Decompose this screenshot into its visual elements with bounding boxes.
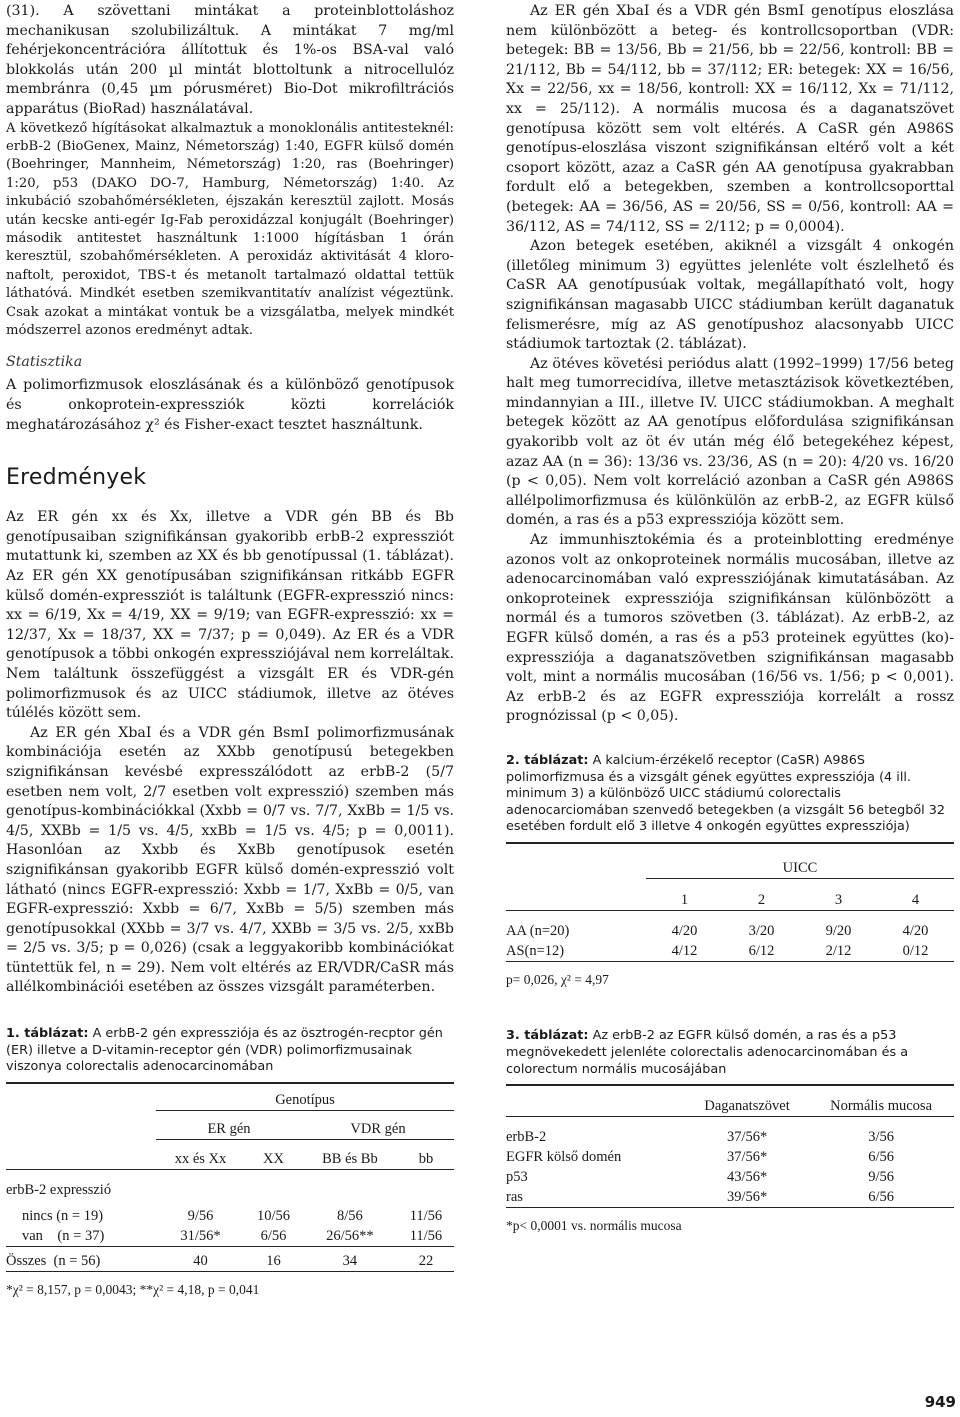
table-3-number: 3. táblázat: (506, 1028, 589, 1044)
table-1-cell: 31/56* (180, 1228, 221, 1245)
table-1-cell: 22 (418, 1253, 434, 1270)
table-2-cell: 3/20 (748, 923, 775, 940)
table-1-col-header: bb (418, 1151, 434, 1168)
table-1-cell: 6/56 (260, 1228, 287, 1245)
methods-antibodies-paragraph: A következő hígításokat alkalmaztuk a monoklonális antitesteknél: erbB-2 (BioGenex, Mainz, Németország) 1:40, EGFR külső domén (Boehringer, Mannheim, Németország) 1:20, ras (Boehringer) 1:20, p53 (DAKO DO-7, Hamburg, Németország) 1:40. Az inkubáció szobahőmérsékleten, éjszakán keresztül zajlott. Mosás után kecske anti-egér Ig-Fab peroxidázzal konjugált (Boehringer) második antitestet használtunk 1:1000 hígításban 1 órán keresztül, szobahőmérsékleten. A peroxidáz aktivitását 4 kloro-naftolt, peroxidot, TBS-t és metanolt tartalmazó oldattal tettük láthatóvá. Mindkét esetben szemikvantitatív analízist végeztünk. Csak azokat a mintákat vontuk be a vizsgálatba, melyek mindkét módszerrel azonos eredményt adtak. (6, 120, 454, 339)
table-3-col-header: Daganatszövet (704, 1098, 790, 1115)
table-1-col-header: BB és Bb (322, 1151, 378, 1168)
table-row (6, 1206, 454, 1226)
methods-paragraph: (31). A szövettani mintákat a proteinblottoláshoz mechanikusan szolubilizáltuk. A mintákat 7 mg/ml fehérjekoncentrációra állítottuk és 1%-os BSA-val való blokkolás után 200 µl mintát blottoltunk a nitrocellulóz membránra (0,45 µm pórusméret) Bio-Dot mikrofiltrációs apparátus (BioRad) használatával. (6, 3, 454, 117)
table-2-cell: 4/20 (671, 923, 698, 940)
table-row (6, 1251, 454, 1272)
page-number: 949 (924, 1393, 956, 1411)
table-2-col-header: 1 (680, 892, 689, 909)
table-1-cell: 40 (193, 1253, 208, 1270)
table-row (506, 1147, 954, 1167)
table-1-cell: 34 (342, 1253, 358, 1270)
table-1 (6, 1026, 454, 1298)
table-2-uicc-header: UICC (782, 859, 818, 876)
table-1-row-label: nincs (n = 19) (22, 1208, 104, 1225)
table-2-col-header: 3 (834, 892, 843, 909)
table-row (506, 941, 954, 962)
table-row (506, 921, 954, 941)
table-3-cell: 6/56 (868, 1189, 894, 1206)
table-1-grid (6, 1082, 454, 1277)
table-2-cell: 4/20 (902, 923, 929, 940)
results-paragraph-2: Az ER gén XbaI és a VDR gén BsmI polimorfizmusának kombinációja esetén az XXbb genotípusú betegekben szignifikánsan kevésbé expresszálódott az erbB-2 (5/7 esetben nem volt, 2/7 esetben volt expresszió) szemben más genotípus-kombinációkkal (Xxbb = 0/7 vs. 7/7, XxBb = 1/5 vs. 4/5, XXBb = 1/5 vs. 4/5, xxBb = 1/5 vs. 4/5; p = 0,0011). Hasonlóan az Xxbb és XxBb genotípusok esetén szignifikánsan gyakoribb EGFR külső domén-expresszió volt látható (nincs EGFR-expresszió: Xxbb = 1/7, XxBb = 0/5, van EGFR-expresszió: Xxbb = 6/7, XxBb = 5/5) szemben más genotípusokkal (XXbb = 3/7 vs. 4/7, XXBb = 3/5 vs. 2/5, xxBb = 2/5 vs. 3/5; p = 0,026) (csak a leggyakoribb kombinációkat tüntettük fel, n = 29). Nem volt eltérés az ER/VDR/CaSR más allélkombinációi esetében az összes vizsgált paraméterben. (6, 724, 454, 996)
table-row (6, 1226, 454, 1247)
table-2-row-label: AS(n=12) (506, 943, 565, 960)
results-paragraph-3: Az ER gén XbaI és a VDR gén BsmI genotípus eloszlása nem különbözött a beteg- és kontrollcsoportban (VDR: betegek: BB = 13/56, Bb = 21/56, bb = 22/56, kontroll: BB = 21/112, Bb = 54/112, bb = 37/112; ER: betegek: XX = 16/56, Xx = 22/56, xx = 18/56, kontroll: XX = 16/112, Xx = 71/112, xx = 25/112). A normális mucosa és a daganatszövet genotípusa között sem volt eltérés. A CaSR gén A986S genotípus-eloszlása viszont szignifikánsan eltérő volt a két csoport között, azaz a CaSR gén AA genotípusa gyakrabban fordult elő a betegekben, szemben a kontrollcsoporttal (betegek: AA = 36/56, AS = 20/56, SS = 0/56, kontroll: AA = 36/112, AS = 74/112, SS = 2/112; p = 0,0004). (506, 3, 954, 235)
table-3-col-header: Normális mucosa (830, 1098, 933, 1115)
table-1-footnote: *χ² = 8,157, p = 0,0043; **χ² = 4,18, p = 0,041 (6, 1282, 260, 1298)
table-2-row-label: AA (n=20) (506, 923, 570, 940)
table-3-cell: 39/56* (726, 1189, 768, 1206)
table-2-caption-text: A kalcium-érzékelő receptor (CaSR) A986S polimorfizmusa és a vizsgált gének együttes expressziója (4 ill. minimum 3) a különböző UICC stádiumú colorectalis adenocarciomában szenvedő betegekben (a vizsgált 56 betegből 32 esetében fordult elő 3 illetve 4 onkogén együttes expressziója) (506, 752, 946, 835)
table-3-grid (506, 1084, 954, 1212)
table-3-row-label: EGFR kölső domén (506, 1149, 622, 1166)
results-paragraph-5: Az ötéves követési periódus alatt (1992–1999) 17/56 beteg halt meg tumorrecidíva, illetve metasztázisok következtében, mindannyian a III., illetve IV. UICC stádiumokban. A meghalt betegek között az AA genotípus előfordulása szignifikánsan gyakoribb volt az öt év után még élő betegekéhez képest, azaz AA (n = 36): 13/36 vs. 23/36, AS (n = 20): 4/20 vs. 16/20 (p < 0,05). Nem volt korreláció azonban a CaSR gén A986S allélpolimorfizmusa és különkülön az erbB-2, az EGFR külső domén, a ras és a p53 expressziója között sem. (506, 355, 954, 529)
table-2 (506, 753, 954, 988)
results-heading: Eredmények (6, 465, 147, 491)
table-1-cell: 8/56 (337, 1208, 363, 1225)
right-column (506, 0, 954, 1234)
table-3-caption (506, 1028, 954, 1078)
table-3-caption-text: Az erbB-2 az EGFR külső domén, a ras és a p53 megnövekedett jelenléte colorectalis adenocarcinomában és a colorectum normális mucosájában (506, 1028, 909, 1077)
table-3-cell: 6/56 (868, 1149, 894, 1166)
table-2-number: 2. táblázat: (506, 752, 589, 768)
table-3-cell: 43/56* (726, 1169, 768, 1186)
table-2-cell: 2/12 (825, 943, 852, 960)
table-1-caption-text: A erbB-2 gén expressziója és az ösztrogén-recptor gén (ER) illetve a D-vitamin-receptor gén (VDR) polimorfizmusainak viszonya colorectalis adenocarcinomában (6, 1026, 443, 1075)
table-row (506, 1127, 954, 1147)
table-1-er-header: ER gén (207, 1120, 251, 1137)
table-3 (506, 1028, 954, 1234)
table-1-cell: 10/56 (256, 1208, 290, 1225)
table-2-grid (506, 842, 954, 967)
results-paragraph-1: Az ER gén xx és Xx, illetve a VDR gén BB és Bb genotípusaiban szignifikánsan gyakoribb erbB-2 expressziót mutattunk ki, szemben az XX és bb genotípussal (1. táblázat). Az ER gén XX genotípusában szignifikánsan ritkább EGFR külső domén-expressziót is találtunk (EGFR-expresszió nincs: xx = 6/19, Xx = 4/19, XX = 9/19; van EGFR-expresszió: xx = 12/37, Xx = 18/37, XX = 7/37; p = 0,049). Az ER és a VDR genotípusok a többi onkogén expressziójával nem korreláltak. Nem találtunk összefüggést a vizsgált ER és VDR-gén polimorfizmusok és az UICC stádiumok, illetve az ötéves túlélés között sem. (6, 509, 454, 722)
table-3-cell: 9/56 (868, 1169, 894, 1186)
statistics-paragraph: A polimorfizmusok eloszlásának és a különböző genotípusok és onkoprotein-expressziók közti korrelációk meghatározásához χ² és Fisher-exact tesztet használtunk. (6, 377, 454, 433)
table-3-row-label: erbB-2 (506, 1129, 547, 1146)
table-3-cell: 37/56* (726, 1129, 768, 1146)
table-2-cell: 9/20 (825, 923, 852, 940)
table-2-col-header: 4 (911, 892, 920, 909)
table-1-cell: 11/56 (409, 1228, 443, 1245)
statistics-heading: Statisztika (6, 354, 83, 371)
table-1-cell: 9/56 (187, 1208, 214, 1225)
table-1-col-header: xx és Xx (174, 1151, 227, 1168)
table-1-col-header: XX (262, 1151, 284, 1168)
table-3-row-label: p53 (506, 1169, 528, 1186)
table-1-vdr-header: VDR gén (350, 1120, 406, 1137)
table-2-caption (506, 753, 954, 836)
table-2-cell: 0/12 (902, 943, 929, 960)
table-row (506, 1187, 954, 1208)
table-3-footnote: *p< 0,0001 vs. normális mucosa (506, 1218, 682, 1234)
table-3-cell: 37/56* (726, 1149, 768, 1166)
results-paragraph-6: Az immunhisztokémia és a proteinblotting eredménye azonos volt az onkoproteinek normális mucosában, illetve az adenocarcinomában való expressziójának kimutatásában. Az onkoproteinek expressziója szignifikánsan különbözött a normál és a tumoros szövetben (3. táblázat). Az erbB-2, az EGFR külső domén, a ras és a p53 proteinek együttes (ko)-expressziója a daganatszövetben szignifikánsan magasabb volt, mint a normális mucosában (16/56 vs. 1/56; p < 0,001). Az erbB-2 és az EGFR expressziója korrelált a rossz prognózissal (p < 0,05). (506, 532, 954, 725)
table-2-cell: 6/12 (748, 943, 775, 960)
table-1-total-label: Összes (n = 56) (6, 1253, 101, 1270)
table-1-caption (6, 1026, 454, 1076)
table-2-footnote: p= 0,026, χ² = 4,97 (506, 972, 609, 988)
table-1-group-label: erbB-2 expresszió (6, 1182, 112, 1199)
table-1-cell: 11/56 (409, 1208, 443, 1225)
table-row (506, 1167, 954, 1187)
table-1-cell: 16 (266, 1253, 281, 1270)
left-column (6, 0, 454, 1298)
table-1-cell: 26/56** (326, 1228, 374, 1245)
table-1-number: 1. táblázat: (6, 1026, 89, 1042)
table-3-row-label: ras (506, 1189, 523, 1206)
table-3-cell: 3/56 (868, 1129, 894, 1146)
table-1-genotype-header: Genotípus (275, 1091, 335, 1108)
table-1-row-label: van (n = 37) (22, 1228, 105, 1245)
table-2-cell: 4/12 (671, 943, 698, 960)
table-2-col-header: 2 (757, 892, 766, 909)
results-paragraph-4: Azon betegek esetében, akiknél a vizsgált 4 onkogén (illetőleg minimum 3) együttes jelenléte volt észlelhető és CaSR AA genotípusúak voltak, megállapítható volt, hogy szignifikánsan magasabb UICC stádiumban került daganatuk felismerésre, míg az AS genotípushoz alacsonyabb UICC stádiumok tartoztak (2. táblázat). (506, 238, 954, 353)
